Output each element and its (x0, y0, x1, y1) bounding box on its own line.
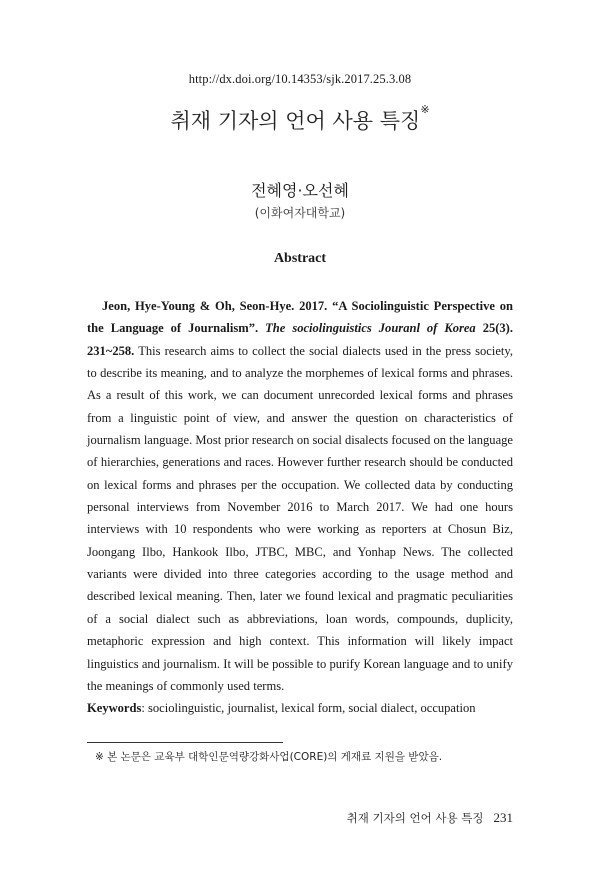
citation-authors: Jeon, Hye-Young & Oh, Seon-Hye. 2017. “A Sociolinguistic Perspective on the Language of Journalism”. (87, 299, 513, 336)
running-title: 취재 기자의 언어 사용 특징 (346, 811, 484, 825)
doi-link[interactable]: http://dx.doi.org/10.14353/sjk.2017.25.3.08 (188, 72, 412, 86)
affiliation: (이화여자대학교) (254, 206, 346, 220)
authors: 전혜영·오선혜 (251, 181, 349, 200)
footnote-rule (87, 742, 283, 743)
journal-name: The sociolinguistics Jouranl of Korea (265, 321, 476, 336)
keywords-line (87, 697, 513, 719)
page-number: 231 (493, 810, 513, 825)
volume-pages: 25(3). 231~258. (87, 321, 514, 358)
running-footer (347, 810, 513, 826)
title-footnote-mark: ※ (420, 103, 430, 116)
footnote: ※ 본 논문은 교육부 대학인문역량강화사업(CORE)의 게재료 지원을 받았음. (95, 751, 443, 763)
keywords-list: : sociolinguistic, journalist, lexical form, social dialect, occupation (141, 701, 476, 716)
title-text: 취재 기자의 언어 사용 특징 (170, 109, 421, 133)
keywords-label: Keywords (87, 701, 142, 716)
abstract-paragraph (87, 295, 513, 697)
abstract-body: This research aims to collect the social dialects used in the press society, to describe its meaning, and to analyze the morphemes of lexical forms and phrases. As a result of this work, we can document unrecorded lexical forms and phrases from a linguistic point of view, and answer the question on characteristics of journalism language. Most prior research on social disalects focused on the language of hierarchies, generations and races. However further research should be conducted on lexical forms and phrases per the occupation. We collected data by conducting personal interviews from November 2016 to March 2017. We had one hours interviews with 10 respondents who were working as reporters at Chosun Biz, Joongang Ilbo, Hankook Ilbo, JTBC, MBC, and Yonhap News. The collected variants were divided into three categories according to the usage method and described lexical meaning. Then, later we found lexical and pragmatic peculiarities of a social dialect such as abbreviations, loan words, compounds, duplicity, metaphoric expression and high context. This information will likely impact linguistics and journalism. It will be possible to purify Korean language and to unify the meanings of commonly used terms. (87, 343, 513, 693)
paper-title (0, 105, 600, 135)
abstract-heading: Abstract (273, 251, 327, 266)
abstract-block (87, 295, 513, 720)
